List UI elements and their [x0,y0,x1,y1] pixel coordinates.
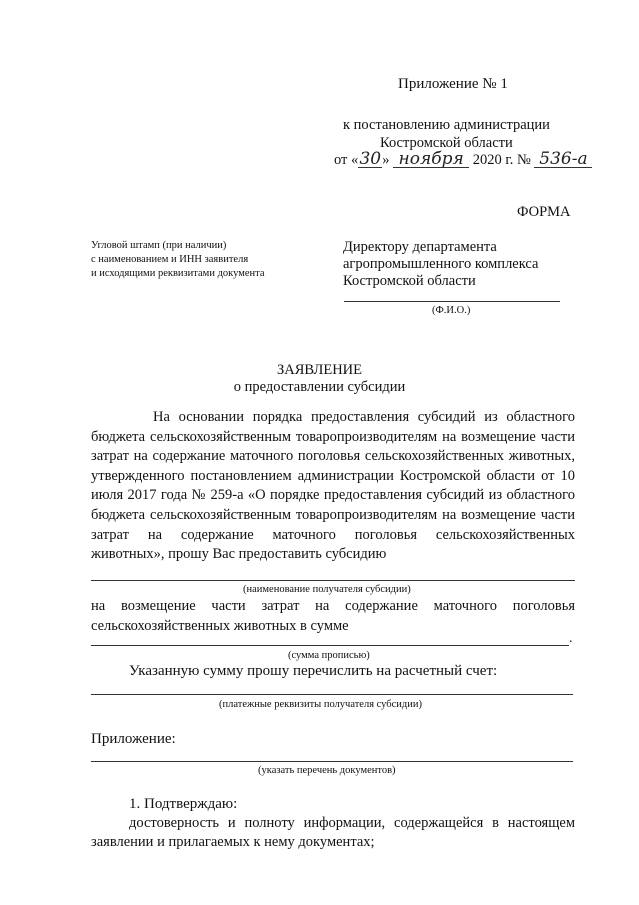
handwritten-day: 30 [359,149,382,169]
attachment-line [91,761,573,762]
transfer-text: Указанную сумму прошу перечислить на расчетный счет: [129,663,498,679]
stamp-note-line1: Угловой штамп (при наличии) [91,240,227,251]
fio-caption: (Ф.И.О.) [432,305,471,316]
date-prefix: от « [334,152,359,168]
recipient-name-line [91,580,575,581]
attachment-label: Приложение: [91,731,176,747]
addressee-line1: Директору департамента [343,239,497,255]
amount-line [91,645,569,646]
form-label: ФОРМА [517,204,571,220]
date-year: 2020 г. № [472,152,531,168]
resolution-date-line [334,149,592,169]
paragraph-request: На основании порядка предоставления субсидий из областного бюджета сельскохозяйственным товаропроизводителям на возмещение части затрат на содержание маточного поголовья сельскохозяйственных животных, утвержденного постановлением администрации Костромской области от 10 июля 2017 года № 259-а «О порядке предоставления субсидий из областного бюджета сельскохозяйственным товаропроизводителям на возмещение части затрат на содержание маточного поголовья сельскохозяйственных животных», прошу Вас предоставить субсидию [91,409,575,563]
amount-line-period: . [569,631,573,646]
confirm-text: достоверность и полноту информации, содержащейся в настоящем заявлении и прилагаемых к нему документах; [91,815,575,850]
bank-details-line [91,694,573,695]
fio-signature-line [344,301,560,302]
handwritten-month: ноября [393,152,469,168]
addressee-line2: агропромышленного комплекса [343,256,539,272]
document-title: ЗАЯВЛЕНИЕ [276,362,363,378]
amount-caption: (сумма прописью) [288,650,370,661]
confirm-heading: 1. Подтверждаю: [129,796,238,812]
confirm-paragraph [91,814,575,852]
attachment-caption: (указать перечень документов) [258,765,396,776]
to-resolution-text: к постановлению администрации [343,117,550,133]
amount-paragraph [91,597,575,636]
date-quote-close: » [382,152,390,168]
stamp-note-line3: и исходящими реквизитами документа [91,268,265,279]
paragraph-amount: на возмещение части затрат на содержание маточного поголовья сельскохозяйственных животных в сумме [91,598,575,634]
region-text: Костромской области [380,135,513,151]
bank-caption: (платежные реквизиты получателя субсидии) [219,699,422,710]
handwritten-doc-number: 536-а [534,152,592,168]
main-paragraph [91,408,575,565]
addressee-line3: Костромской области [343,273,476,289]
appendix-title: Приложение № 1 [398,76,508,92]
stamp-note-line2: с наименованием и ИНН заявителя [91,254,249,265]
recipient-caption: (наименование получателя субсидии) [243,584,411,595]
document-subtitle: о предоставлении субсидии [233,379,406,395]
